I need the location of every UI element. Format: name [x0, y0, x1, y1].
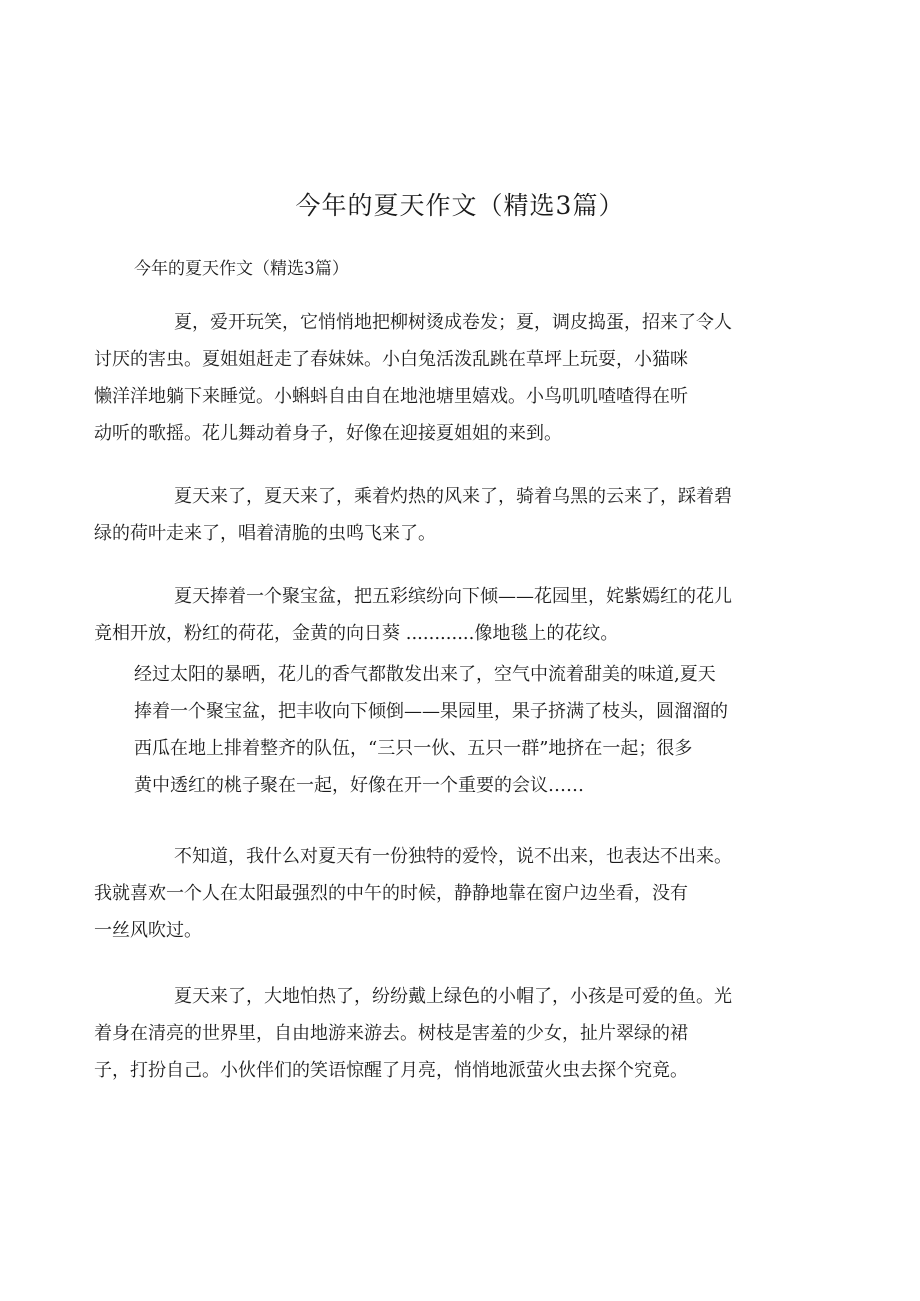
paragraph-line: 子，打扮自己。小伙伴们的笑语惊醒了月亮，悄悄地派萤火虫去探个究竟。 — [94, 1060, 688, 1081]
paragraph-line: 着身在清亮的世界里，自由地游来游去。树枝是害羞的少女，扯片翠绿的裙 — [94, 1023, 688, 1044]
paragraph-4 — [94, 838, 798, 949]
paragraph-2 — [94, 478, 798, 552]
paragraph-line: 绿的荷叶走来了，唱着清脆的虫鸣飞来了。 — [94, 523, 436, 544]
paragraph-line: 动听的歌摇。花儿舞动着身子，好像在迎接夏姐姐的来到。 — [94, 423, 562, 444]
paragraph-line: 竟相开放，粉红的荷花，金黄的向日葵 ............像地毯上的花纹。 — [94, 623, 619, 644]
paragraph-line: 讨厌的害虫。夏姐姐赶走了春妹妹。小白兔活泼乱跳在草坪上玩耍，小猫咪 — [94, 349, 688, 370]
document-subtitle: 今年的夏天作文（精选3篇） — [134, 259, 349, 279]
paragraph-line: 我就喜欢一个人在太阳最强烈的中午的时候，静静地靠在窗户边坐看，没有 — [94, 883, 688, 904]
paragraph-line: 夏，爱开玩笑，它悄悄地把柳树烫成卷发；夏，调皮捣蛋，招来了令人 — [174, 312, 732, 333]
paragraph-line: 夏天来了，夏天来了，乘着灼热的风来了，骑着乌黑的云来了，踩着碧 — [174, 486, 732, 507]
paragraph-line: 一丝风吹过。 — [94, 920, 202, 941]
paragraph-line: 不知道，我什么对夏天有一份独特的爱怜，说不出来，也表达不出来。 — [174, 846, 732, 867]
paragraph-3 — [94, 578, 798, 652]
paragraph-line: 西瓜在地上排着整齐的队伍，“三只一伙、五只一群”地挤在一起；很多 — [134, 738, 693, 759]
paragraph-line: 夏天捧着一个聚宝盆，把五彩缤纷向下倾——花园里，姹紫嫣红的花儿 — [174, 586, 732, 607]
paragraph-5 — [94, 978, 798, 1089]
paragraph-line: 夏天来了，大地怕热了，纷纷戴上绿色的小帽了，小孩是可爱的鱼。光 — [174, 986, 732, 1007]
paragraph-1 — [94, 304, 798, 452]
paragraph-3-continued — [134, 656, 728, 804]
document-title: 今年的夏天作文（精选3篇） — [295, 191, 625, 220]
paragraph-line: 捧着一个聚宝盆，把丰收向下倾倒——果园里，果子挤满了枝头，圆溜溜的 — [134, 701, 728, 722]
paragraph-line: 黄中透红的桃子聚在一起，好像在开一个重要的会议…… — [134, 775, 584, 796]
paragraph-line: 懒洋洋地躺下来睡觉。小蝌蚪自由自在地池塘里嬉戏。小鸟叽叽喳喳得在听 — [94, 386, 688, 407]
paragraph-line: 经过太阳的暴晒，花儿的香气都散发出来了，空气中流着甜美的味道,夏天 — [134, 664, 716, 685]
